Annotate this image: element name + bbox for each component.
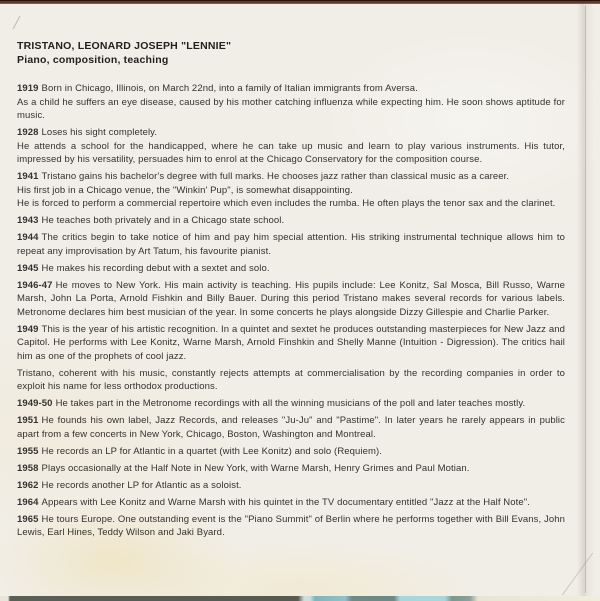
right-edge-crease xyxy=(585,6,586,593)
timeline-entry xyxy=(17,170,565,211)
timeline-entry xyxy=(17,231,565,258)
timeline-entry xyxy=(17,82,565,123)
timeline-sentence: He teaches both privately and in a Chicago state school. xyxy=(41,215,285,226)
artist-roles: Piano, composition, teaching xyxy=(17,54,169,66)
timeline-year: 1946-47 xyxy=(17,279,53,291)
timeline-text: He attends a school for the handicapped, where he can take up music and learn to play various instruments. His tutor, impressed by his versatility, persuades him to enrol at the Chicago Conservatory for the composition course. xyxy=(17,140,565,165)
timeline-text xyxy=(17,414,565,441)
timeline-text xyxy=(17,479,565,493)
scan-scratch-mark xyxy=(13,16,21,30)
timeline-entry xyxy=(17,479,565,493)
timeline-entry xyxy=(17,445,565,459)
timeline-sentence: Plays occasionally at the Half Note in New York, with Warne Marsh, Henry Grimes and Paul Motian. xyxy=(41,462,470,474)
timeline-year: 1928 xyxy=(17,127,39,138)
timeline-entry xyxy=(17,279,565,320)
timeline-sentence: He moves to New York. His main activity is teaching. His pupils include: Lee Konitz, Sal Mosca, Bill Russo, Warne Marsh, John La Porta, Arnold Fishkin and Billy Bauer. During this period Tristano makes several records for various labels. Metronome declares him best musician of the year. In some concerts he plays alongside Dizzy Gillespie and Charlie Parker. xyxy=(17,279,565,318)
timeline-text xyxy=(17,496,565,510)
timeline-year: 1958 xyxy=(17,462,39,474)
timeline-sentence: He founds his own label, Jazz Records, and releases "Ju-Ju" and "Pastime". In later years he rarely appears in public apart from a few concerts in New York, Chicago, Boston, Washington and Montreal. xyxy=(17,415,565,440)
timeline-text: Tristano, coherent with his music, constantly rejects attempts at commercialisation by the recording companies in order to exploit his name for less orthodox productions. xyxy=(17,367,565,392)
timeline-sentence: Loses his sight completely. xyxy=(41,127,158,138)
timeline-text: His first job in a Chicago venue, the "Winkin' Pup", is somewhat disappointing. xyxy=(17,184,353,196)
timeline-text xyxy=(17,170,565,184)
timeline-entry xyxy=(17,397,565,411)
timeline-sentence: Appears with Lee Konitz and Warne Marsh with his quintet in the TV documentary entitled "Jazz at the Half Note". xyxy=(41,496,530,508)
timeline-year: 1951 xyxy=(17,415,39,426)
timeline-year: 1962 xyxy=(17,479,39,491)
timeline-text: As a child he suffers an eye disease, caused by his mother catching influenza while expecting him. He soon shows aptitude for music. xyxy=(17,96,565,121)
timeline-sentence: The critics begin to take notice of him and pay him special attention. His striking instrumental technique allows him to repeat any improvisation by Art Tatum, his favourite pianist. xyxy=(17,232,565,257)
timeline-text xyxy=(17,126,565,140)
timeline-entry xyxy=(17,496,565,510)
timeline-sentence: He makes his recording debut with a sextet and solo. xyxy=(41,262,270,274)
biography-page xyxy=(17,39,565,543)
timeline-entry xyxy=(17,214,565,228)
timeline-year: 1919 xyxy=(17,83,39,94)
timeline-entry xyxy=(17,367,565,394)
timeline-year: 1941 xyxy=(17,171,39,182)
artist-name: TRISTANO, LEONARD JOSEPH "LENNIE" xyxy=(17,40,232,52)
timeline-text xyxy=(17,397,565,411)
timeline-entry xyxy=(17,262,565,276)
timeline-text xyxy=(17,462,565,476)
timeline-entry xyxy=(17,323,565,364)
timeline-year: 1964 xyxy=(17,496,39,508)
timeline-year: 1945 xyxy=(17,262,39,274)
timeline-sentence: He records another LP for Atlantic as a soloist. xyxy=(41,479,242,491)
timeline-sentence: This is the year of his artistic recognition. In a quintet and sextet he produces outstanding masterpieces for New Jazz and Capitol. He performs with Lee Konitz, Warne Marsh, Arnold Finshkin and Shelly Manne (Intuition - Digression). The critics hail him as one of the prophets of cool jazz. xyxy=(17,323,565,362)
timeline-year: 1944 xyxy=(17,232,39,243)
timeline-year: 1949-50 xyxy=(17,398,53,409)
timeline-entry xyxy=(17,126,565,167)
timeline-text xyxy=(17,214,565,228)
timeline-text xyxy=(17,323,565,364)
page-header xyxy=(17,39,565,67)
timeline-sentence: Born in Chicago, Illinois, on March 22nd, into a family of Italian immigrants from Aversa. xyxy=(41,83,418,94)
timeline-text: He is forced to perform a commercial repertoire which even includes the rumba. He often plays the tenor sax and the clarinet. xyxy=(17,198,556,209)
timeline-text xyxy=(17,445,565,459)
timeline-year: 1943 xyxy=(17,215,39,226)
timeline-year: 1949 xyxy=(17,323,39,335)
timeline-text xyxy=(17,82,565,96)
page-curl-line xyxy=(562,553,593,596)
timeline-text xyxy=(17,262,565,276)
timeline-entry xyxy=(17,414,565,441)
timeline-text xyxy=(17,231,565,258)
timeline-text xyxy=(17,279,565,320)
timeline-sentence: He tours Europe. One outstanding event is the "Piano Summit" of Berlin where he performs together with Bill Evans, John Lewis, Earl Hines, Teddy Wilson and Jaki Byard. xyxy=(17,513,565,538)
timeline-year: 1965 xyxy=(17,513,39,525)
timeline-entry xyxy=(17,462,565,476)
timeline-text xyxy=(17,513,565,540)
timeline-sentence: He records an LP for Atlantic in a quartet (with Lee Konitz) and solo (Requiem). xyxy=(41,445,383,457)
timeline-entry xyxy=(17,513,565,540)
timeline-sentence: He takes part in the Metronome recordings with all the winning musicians of the poll and later teaches mostly. xyxy=(55,398,526,409)
timeline-sentence: Tristano gains his bachelor's degree with full marks. He chooses jazz rather than classical music as a career. xyxy=(41,171,510,182)
top-edge-strip xyxy=(0,0,600,4)
bottom-edge-strip xyxy=(0,596,600,601)
timeline-year: 1955 xyxy=(17,445,39,457)
